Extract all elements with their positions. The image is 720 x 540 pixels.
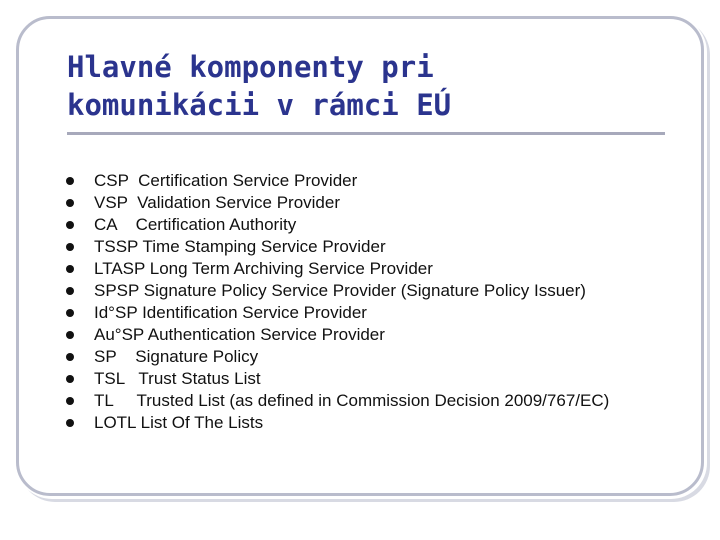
bullet-icon — [66, 177, 74, 185]
title-divider — [67, 132, 665, 135]
bullet-icon — [66, 199, 74, 207]
list-item-text: SPSP Signature Policy Service Provider (Signature Policy Issuer) — [94, 281, 586, 300]
list-item-text: LOTL List Of The Lists — [94, 413, 264, 432]
list-item-text: TSL Trust Status List — [94, 369, 261, 388]
bullet-icon — [66, 287, 74, 295]
list-item-text: TSSP Time Stamping Service Provider — [94, 237, 386, 256]
bullet-icon — [66, 419, 74, 427]
bullet-icon — [66, 375, 74, 383]
bullet-icon — [66, 353, 74, 361]
list-item-text: TL Trusted List (as defined in Commission Decision 2009/767/EC) — [94, 391, 610, 410]
bullet-icon — [66, 309, 74, 317]
list-item-text: CA Certification Authority — [94, 215, 297, 234]
bullet-icon — [66, 331, 74, 339]
bullet-icon — [66, 221, 74, 229]
bullet-icon — [66, 243, 74, 251]
list-item-text: Au°SP Authentication Service Provider — [94, 325, 385, 344]
list-item-text: Id°SP Identification Service Provider — [94, 303, 367, 322]
slide-title: Hlavné komponenty pri komunikácii v rámci EÚ — [67, 50, 452, 122]
list-item-text: SP Signature Policy — [94, 347, 259, 366]
list-item-text: LTASP Long Term Archiving Service Provider — [94, 259, 433, 278]
bullet-icon — [66, 265, 74, 273]
bullet-icon — [66, 397, 74, 405]
list-item-text: CSP Certification Service Provider — [94, 171, 358, 190]
list-item-text: VSP Validation Service Provider — [94, 193, 340, 212]
